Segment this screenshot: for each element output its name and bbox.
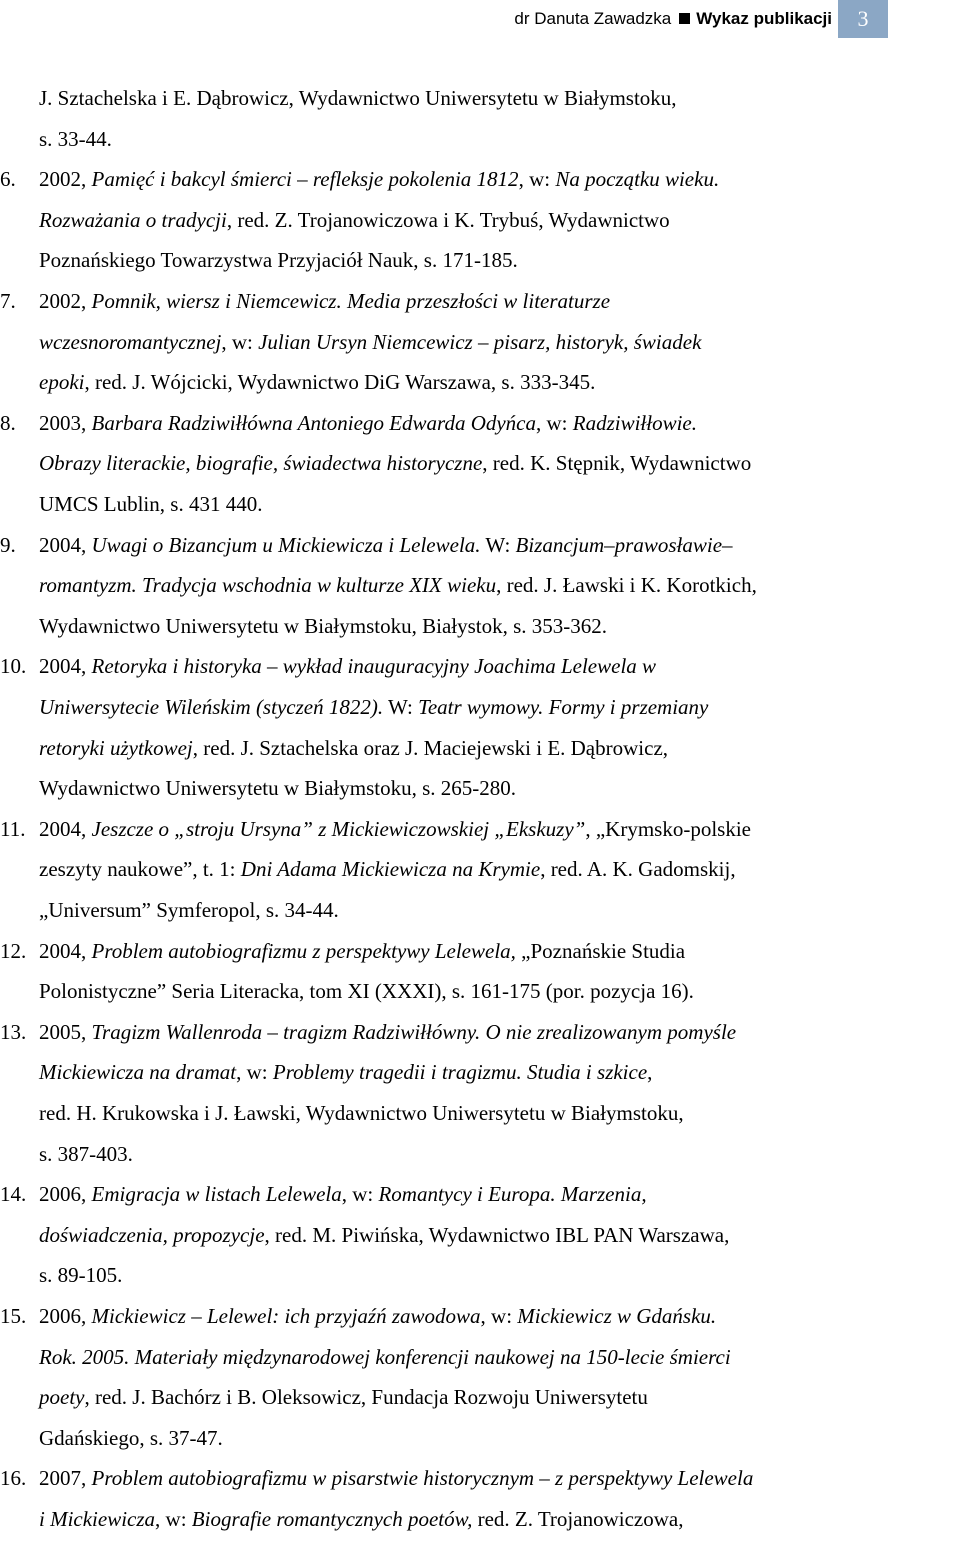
italic-title-text: Problem autobiografizmu w pisarstwie historycznym – z perspektywy Lelewela xyxy=(91,1466,754,1490)
entry-line xyxy=(39,775,516,801)
italic-title-text: Mickiewicz w Gdańsku. xyxy=(517,1304,717,1328)
entry-text: , red. Z. Trojanowiczowa i K. Trybuś, Wydawnictwo xyxy=(226,208,670,232)
entry-number: 16. xyxy=(0,1466,27,1490)
italic-title-text: i Mickiewicza xyxy=(39,1507,156,1531)
entry-text: 2004, xyxy=(39,817,92,841)
italic-title-text: retoryki użytkowej xyxy=(39,736,193,760)
italic-title-text: Retoryka i historyka – wykład inauguracyjny Joachima Lelewela w xyxy=(91,654,657,678)
entry-line xyxy=(39,369,595,395)
entry-line xyxy=(0,1303,717,1329)
entry-number: 8. xyxy=(0,411,16,435)
entry-text: , red. K. Stępnik, Wydawnictwo xyxy=(482,451,752,475)
page-header xyxy=(0,0,960,40)
italic-title-text: poety xyxy=(39,1385,85,1409)
italic-title-text: Problem autobiografizmu z perspektywy Lelewela, xyxy=(91,939,516,963)
entry-line xyxy=(39,856,736,882)
entry-text: 2004, xyxy=(39,939,92,963)
entry-text: , w: xyxy=(155,1507,192,1531)
entry-text: 2003, xyxy=(39,411,92,435)
entry-line xyxy=(39,735,668,761)
entry-text: Poznańskiego Towarzystwa Przyjaciół Nauk, s. 171-185. xyxy=(39,248,518,272)
entry-line xyxy=(0,1465,754,1491)
entry-text: , w: xyxy=(480,1304,518,1328)
entry-line xyxy=(0,166,720,192)
entry-line xyxy=(39,1222,729,1248)
entry-line xyxy=(39,126,112,152)
italic-title-text: Obrazy literackie, biografie, świadectwa historyczne xyxy=(39,451,483,475)
italic-title-text: Rozważania o tradycji xyxy=(39,208,227,232)
entry-text: J. Sztachelska i E. Dąbrowicz, Wydawnictwo Uniwersytetu w Białymstoku, xyxy=(39,86,677,110)
entry-line xyxy=(0,410,698,436)
entry-line xyxy=(39,207,670,233)
entry-text: 2002, xyxy=(39,289,92,313)
entry-line xyxy=(39,1100,684,1126)
entry-text: , „Krymsko-polskie xyxy=(585,817,751,841)
entry-text: s. 387-403. xyxy=(39,1142,133,1166)
italic-title-text: Uniwersytecie Wileńskim (styczeń 1822). xyxy=(39,695,384,719)
italic-title-text: Tragizm Wallenroda – tragizm Radziwiłłówny. O nie zrealizowanym pomyśle xyxy=(91,1020,737,1044)
entry-text: „Universum” Symferopol, s. 34-44. xyxy=(39,898,339,922)
italic-title-text: Teatr wymowy. Formy i przemiany xyxy=(418,695,709,719)
entry-text: Gdańskiego, s. 37-47. xyxy=(39,1426,223,1450)
entry-text: „Poznańskie Studia xyxy=(515,939,686,963)
entry-text: , w: xyxy=(518,167,556,191)
entry-text: W: xyxy=(480,533,516,557)
italic-title-text: Biografie romantycznych poetów, xyxy=(191,1507,473,1531)
entry-text: 2006, xyxy=(39,1304,92,1328)
italic-title-text: Rok. 2005. Materiały międzynarodowej konferencji naukowej na 150-lecie śmierci xyxy=(39,1345,731,1369)
entry-line xyxy=(0,938,686,964)
entry-text: 2002, xyxy=(39,167,92,191)
entry-line xyxy=(0,1019,737,1045)
entry-text: UMCS Lublin, s. 431 440. xyxy=(39,492,263,516)
italic-title-text: Radziwiłłowie. xyxy=(572,411,698,435)
entry-number: 7. xyxy=(0,289,16,313)
entry-line xyxy=(39,613,607,639)
entry-text: zeszyty naukowe”, t. 1: xyxy=(39,857,241,881)
italic-title-text: Mickiewicz – Lelewel: ich przyjaźń zawodowa xyxy=(91,1304,481,1328)
entry-text: , w: xyxy=(536,411,573,435)
entry-text: red. Z. Trojanowiczowa, xyxy=(472,1507,684,1531)
entry-line xyxy=(0,1181,647,1207)
entry-text: s. 33-44. xyxy=(39,127,112,151)
italic-title-text: Julian Ursyn Niemcewicz – pisarz, historyk, świadek xyxy=(258,330,702,354)
entry-text: 2004, xyxy=(39,533,92,557)
entry-text: s. 89-105. xyxy=(39,1263,123,1287)
entry-line xyxy=(39,1141,133,1167)
entry-line xyxy=(0,532,733,558)
header-author: dr Danuta Zawadzka xyxy=(514,9,672,28)
entry-number: 9. xyxy=(0,533,16,557)
entry-line xyxy=(39,491,262,517)
entry-text: 2006, xyxy=(39,1182,92,1206)
square-bullet-icon xyxy=(679,13,690,24)
entry-line xyxy=(39,978,694,1004)
entry-text: Wydawnictwo Uniwersytetu w Białymstoku, s. 265-280. xyxy=(39,776,517,800)
italic-title-text: wczesnoromantycznej xyxy=(39,330,222,354)
entry-number: 6. xyxy=(0,167,16,191)
entry-text: , red. J. Bachórz i B. Oleksowicz, Fundacja Rozwoju Uniwersytetu xyxy=(84,1385,648,1409)
italic-title-text: Jeszcze o „stroju Ursyna” z Mickiewiczowskiej „Ekskuzy” xyxy=(91,817,586,841)
entry-text: Polonistyczne” Seria Literacka, tom XI (XXXI), s. 161-175 (por. pozycja 16). xyxy=(39,979,694,1003)
entry-number: 11. xyxy=(0,817,26,841)
entry-number: 10. xyxy=(0,654,27,678)
italic-title-text: Mickiewicza na dramat xyxy=(39,1060,237,1084)
italic-title-text: Barbara Radziwiłłówna Antoniego Edwarda Odyńca xyxy=(91,411,536,435)
entry-text: , w: xyxy=(341,1182,379,1206)
entry-number: 14. xyxy=(0,1182,27,1206)
entry-line xyxy=(39,1384,648,1410)
italic-title-text: Emigracja w listach Lelewela xyxy=(91,1182,342,1206)
entry-line xyxy=(39,85,677,111)
entry-line xyxy=(39,329,701,355)
italic-title-text: epoki xyxy=(39,370,85,394)
entry-line xyxy=(39,1425,223,1451)
entry-text: 2007, xyxy=(39,1466,92,1490)
entry-line xyxy=(39,694,708,720)
entry-text: 2004, xyxy=(39,654,92,678)
italic-title-text: Bizancjum–prawosławie– xyxy=(515,533,733,557)
entry-line xyxy=(39,897,339,923)
italic-title-text: Romantycy i Europa. Marzenia, xyxy=(378,1182,647,1206)
entry-text: , xyxy=(647,1060,653,1084)
entry-line xyxy=(39,1344,731,1370)
entry-line xyxy=(0,816,751,842)
entry-line xyxy=(0,653,657,679)
italic-title-text: doświadczenia, propozycje xyxy=(39,1223,265,1247)
entry-text: red. H. Krukowska i J. Ławski, Wydawnictwo Uniwersytetu w Białymstoku, xyxy=(39,1101,684,1125)
entry-line xyxy=(39,450,751,476)
entry-text: , red. M. Piwińska, Wydawnictwo IBL PAN Warszawa, xyxy=(264,1223,730,1247)
italic-title-text: Dni Adama Mickiewicza na Krymie xyxy=(240,857,541,881)
italic-title-text: Pamięć i bakcyl śmierci – refleksje pokolenia 1812 xyxy=(91,167,519,191)
entry-line xyxy=(39,1059,652,1085)
entry-number: 15. xyxy=(0,1304,27,1328)
entry-line xyxy=(39,572,757,598)
entry-line xyxy=(39,247,518,273)
italic-title-text: romantyzm. Tradycja wschodnia w kulturze XIX wieku xyxy=(39,573,497,597)
entry-number: 13. xyxy=(0,1020,27,1044)
italic-title-text: Uwagi o Bizancjum u Mickiewicza i Lelewela. xyxy=(91,533,481,557)
entry-text: , red. J. Sztachelska oraz J. Maciejewski i E. Dąbrowicz, xyxy=(192,736,669,760)
italic-title-text: Na początku wieku. xyxy=(555,167,720,191)
entry-text: Wydawnictwo Uniwersytetu w Białymstoku, Białystok, s. 353-362. xyxy=(39,614,608,638)
entry-text: , red. J. Wójcicki, Wydawnictwo DiG Warszawa, s. 333-345. xyxy=(84,370,596,394)
entry-text: , red. J. Ławski i K. Korotkich, xyxy=(496,573,757,597)
entry-number: 12. xyxy=(0,939,27,963)
page-number: 3 xyxy=(838,0,888,38)
entry-text: , w: xyxy=(236,1060,273,1084)
italic-title-text: Pomnik, wiersz i Niemcewicz. Media przeszłości w literaturze xyxy=(91,289,611,313)
header-text xyxy=(514,9,832,29)
entry-line xyxy=(39,1506,683,1532)
entry-text: W: xyxy=(383,695,419,719)
entry-line xyxy=(39,1262,122,1288)
entry-text: 2005, xyxy=(39,1020,92,1044)
header-title: Wykaz publikacji xyxy=(696,9,832,28)
entry-text: , w: xyxy=(221,330,259,354)
entry-line xyxy=(0,288,611,314)
entry-text: , red. A. K. Gadomskij, xyxy=(540,857,736,881)
italic-title-text: Problemy tragedii i tragizmu. Studia i szkice xyxy=(272,1060,648,1084)
